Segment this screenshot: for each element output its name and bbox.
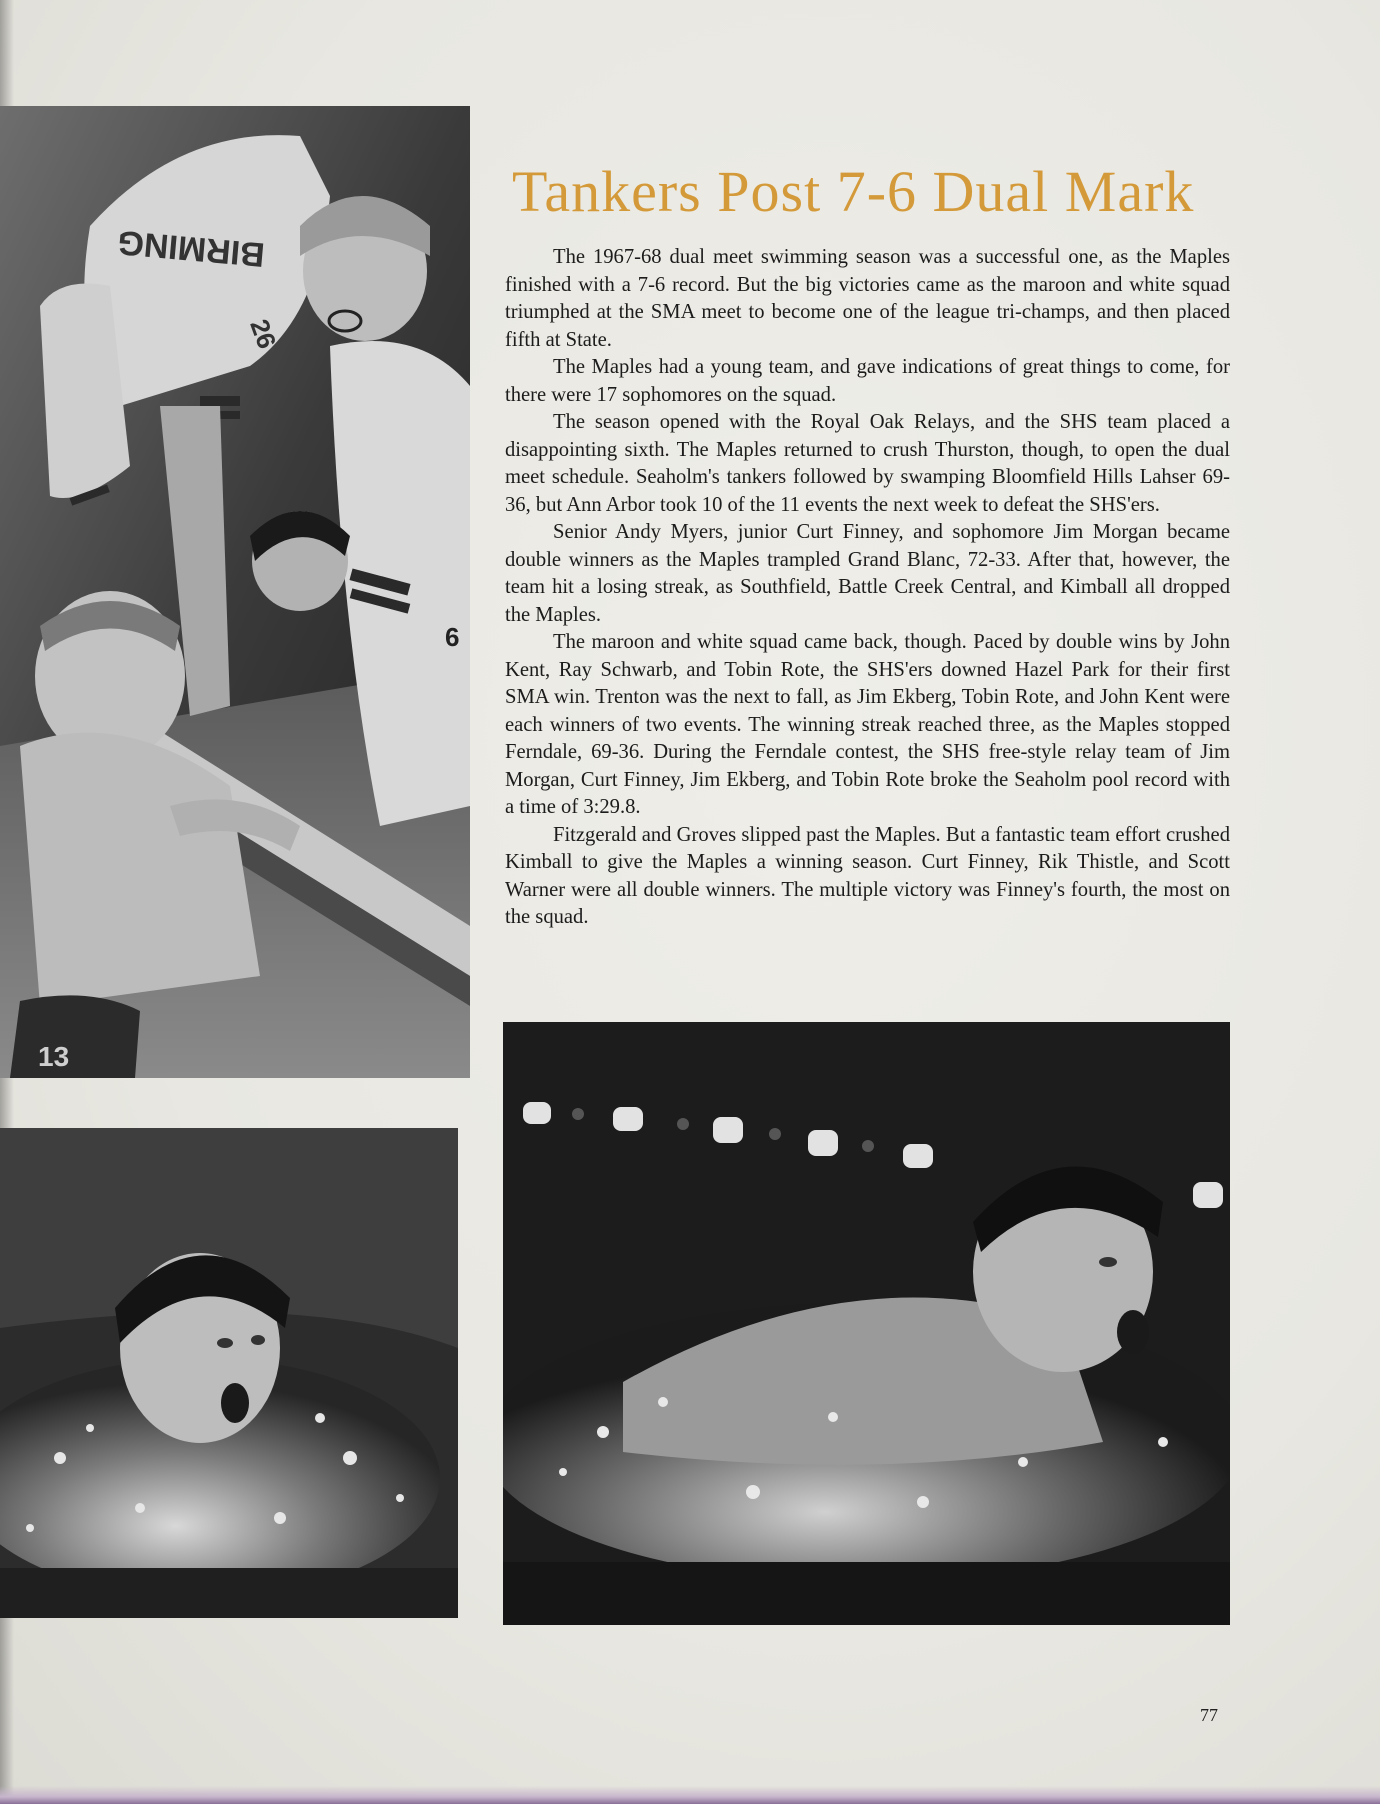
page-number: 77 [1200, 1705, 1218, 1725]
article-paragraph: The Maples had a young team, and gave indications of great things to come, for there were 17 sophomores on the squad. [505, 356, 1230, 406]
photo-swimmer-breaststroke-image [0, 1128, 458, 1618]
article-headline: Tankers Post 7-6 Dual Mark [512, 159, 1195, 224]
jersey-number-26: 26 [244, 315, 283, 353]
article-paragraph: The maroon and white squad came back, though. Paced by double wins by John Kent, Ray Schwarb, and Tobin Rote, the SHS'ers downed Hazel Park for their first SMA win. Trenton was the next to fall, as Jim Ekberg, Tobin Rote, and John Kent were each winners of two events. The winning streak reached three, as the Maples stopped Ferndale, 69-36. During the Ferndale contest, the SHS free-style relay team of Jim Morgan, Curt Finney, Jim Ekberg, and Tobin Rote broke the Seaholm pool record with a time of 3:29.8. [505, 631, 1230, 818]
photo-swimmers-celebrating-image [0, 106, 470, 1078]
article-body [505, 244, 1230, 932]
article-paragraph: The season opened with the Royal Oak Relays, and the SHS team placed a disappointing sixth. The Maples returned to crush Thurston, though, to open the dual meet schedule. Seaholm's tankers followed by swamping Bloomfield Hills Lahser 69-36, but Ann Arbor took 10 of the 11 events the next week to defeat the SHS'ers. [505, 411, 1230, 516]
scan-edge-band [0, 1786, 1380, 1804]
photo-swimmers-celebrating [0, 106, 470, 1078]
jersey-number-6: 6 [445, 622, 460, 652]
article-paragraph: Senior Andy Myers, junior Curt Finney, and sophomore Jim Morgan became double winners as the Maples trampled Grand Blanc, 72-33. After that, however, the team hit a losing streak, as Southfield, Battle Creek Central, and Kimball all dropped the Maples. [505, 521, 1230, 626]
jacket-lettering-text: BIRMING [116, 222, 267, 274]
photo-swimmer-breaststroke [0, 1128, 458, 1618]
trunks-number-13: 13 [38, 1041, 70, 1072]
photo-swimmer-butterfly [503, 1022, 1230, 1625]
article-paragraph: Fitzgerald and Groves slipped past the Maples. But a fantastic team effort crushed Kimball to give the Maples a winning season. Curt Finney, Rik Thistle, and Scott Warner were all double winners. The multiple victory was Finney's fourth, the most on the squad. [505, 823, 1230, 928]
article-paragraph: The 1967-68 dual meet swimming season was a successful one, as the Maples finished with a 7-6 record. But the big victories came as the maroon and white squad triumphed at the SMA meet to become one of the league tri-champs, and then placed fifth at State. [505, 246, 1230, 351]
photo-swimmer-butterfly-image [503, 1022, 1230, 1625]
